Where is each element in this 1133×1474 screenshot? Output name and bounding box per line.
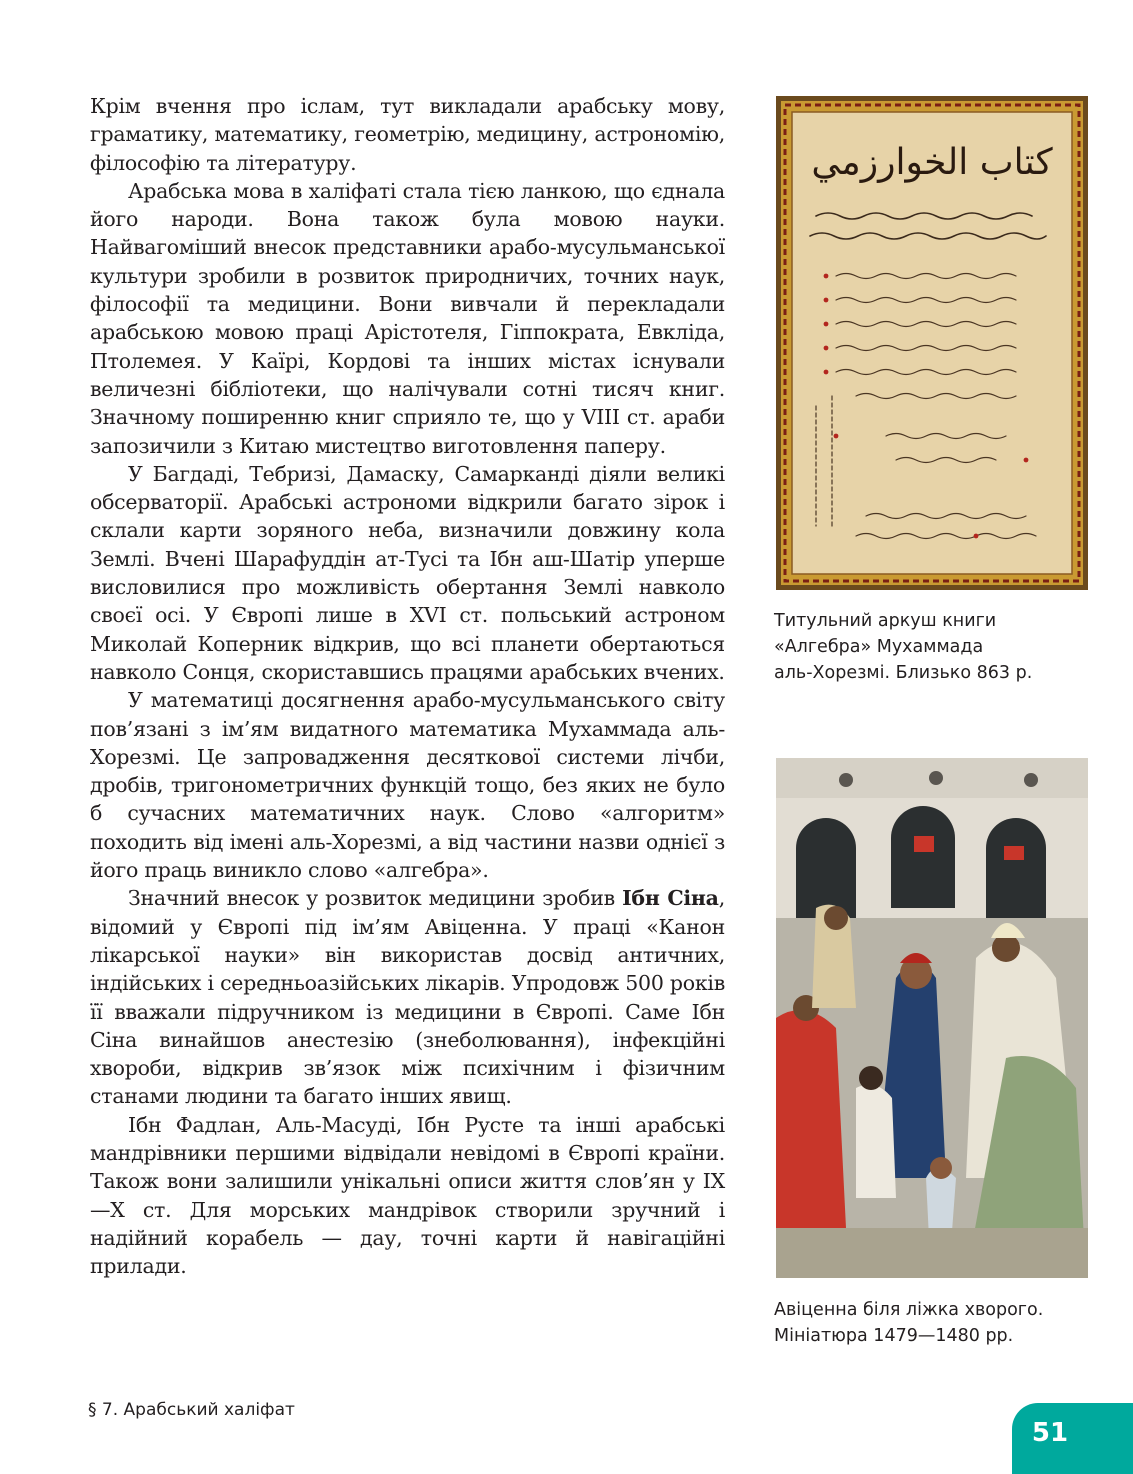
- paragraph-1: Крім вчення про іслам, тут викладали арабську мову, граматику, математику, геометрію, медицину, астрономію, філософію та літературу.: [90, 94, 725, 175]
- figure-1-caption: Титульний аркуш книги «Алгебра» Мухаммада аль-Хорезмі. Близько 863 р.: [774, 611, 1033, 683]
- avicenna-miniature-image: [776, 758, 1088, 1278]
- paragraph-5-text-a: Значний внесок у розвиток медицини зробив: [128, 886, 623, 911]
- main-text: [90, 92, 725, 1280]
- paragraph-4: У математиці досягнення арабо-мусульманського світу пов’язані з ім’ям видатного математика Мухаммада аль-Хорезмі. Це запровадження десяткової системи лічби, дробів, тригонометричних функцій тощо, без яких не було б сучасних математичних наук. Слово «алгоритм» походить від імені аль-Хорезмі, а від частини назви однієї з його праць виникло слово «алгебра».: [90, 688, 725, 883]
- manuscript-title: كتاب الخوارزمي: [811, 142, 1053, 183]
- paragraph-2: Арабська мова в халіфаті стала тією ланкою, що єднала його народи. Вона також була мовою науки. Найвагоміший внесок представники арабо-мусульманської культури зробили в розвиток природничих, точних наук, філософії та медицини. Вони вивчали й перекладали арабською мовою праці Арістотеля, Гіппократа, Евкліда, Птолемея. У Каїрі, Кордові та інших містах існували величезні бібліотеки, що налічували сотні тисяч книг. Значному поширенню книг сприяло те, що у VIII ст. араби запозичили з Китаю мистецтво виготовлення паперу.: [90, 178, 725, 458]
- manuscript-title-page-image: [776, 96, 1088, 590]
- page-number: 51: [1031, 1418, 1069, 1448]
- paragraph-5: [90, 884, 725, 1110]
- ibn-sina-bold: Ібн Сіна: [622, 886, 719, 911]
- footer-section-title: § 7. Арабський халіфат: [88, 1400, 295, 1420]
- paragraph-3: У Багдаді, Тебризі, Дамаску, Самарканді діяли великі обсерваторії. Арабські астрономи відкрили багато зірок і склали карти зоряного неба, визначили довжину кола Землі. Вчені Шарафуддін ат-Тусі та Ібн аш-Шатір уперше висловилися про можливість обертання Землі навколо своєї осі. У Європі лише в XVI ст. польський астроном Миколай Коперник відкрив, що всі планети обертаються навколо Сонця, скориставшись працями арабських вчених.: [90, 461, 725, 684]
- paragraph-6: Ібн Фадлан, Аль-Масуді, Ібн Русте та інші арабські мандрівники першими відвідали невідомі в Європі країни. Також вони залишили унікальні описи життя слов’ян у IX—X ст. Для морських мандрівок створили зручний і надійний корабель — дау, точні карти й навігаційні прилади.: [90, 1112, 725, 1279]
- figure-2-caption: Авіценна біля ліжка хворого. Мініатюра 1479—1480 рр.: [774, 1300, 1044, 1346]
- paragraph-5-text-b: , відомий у Європі під ім’ям Авіценна. У праці «Канон лікарської науки» він використав досвід античних, індійських і середньоазійських лікарів. Упродовж 500 років її вважали підручником із медицини в Європі. Саме Ібн Сіна винайшов анестезію (знеболювання), інфекційні хвороби, відкрив зв’язок між психічним і фізичним станами людини та багато інших явищ.: [90, 886, 726, 1109]
